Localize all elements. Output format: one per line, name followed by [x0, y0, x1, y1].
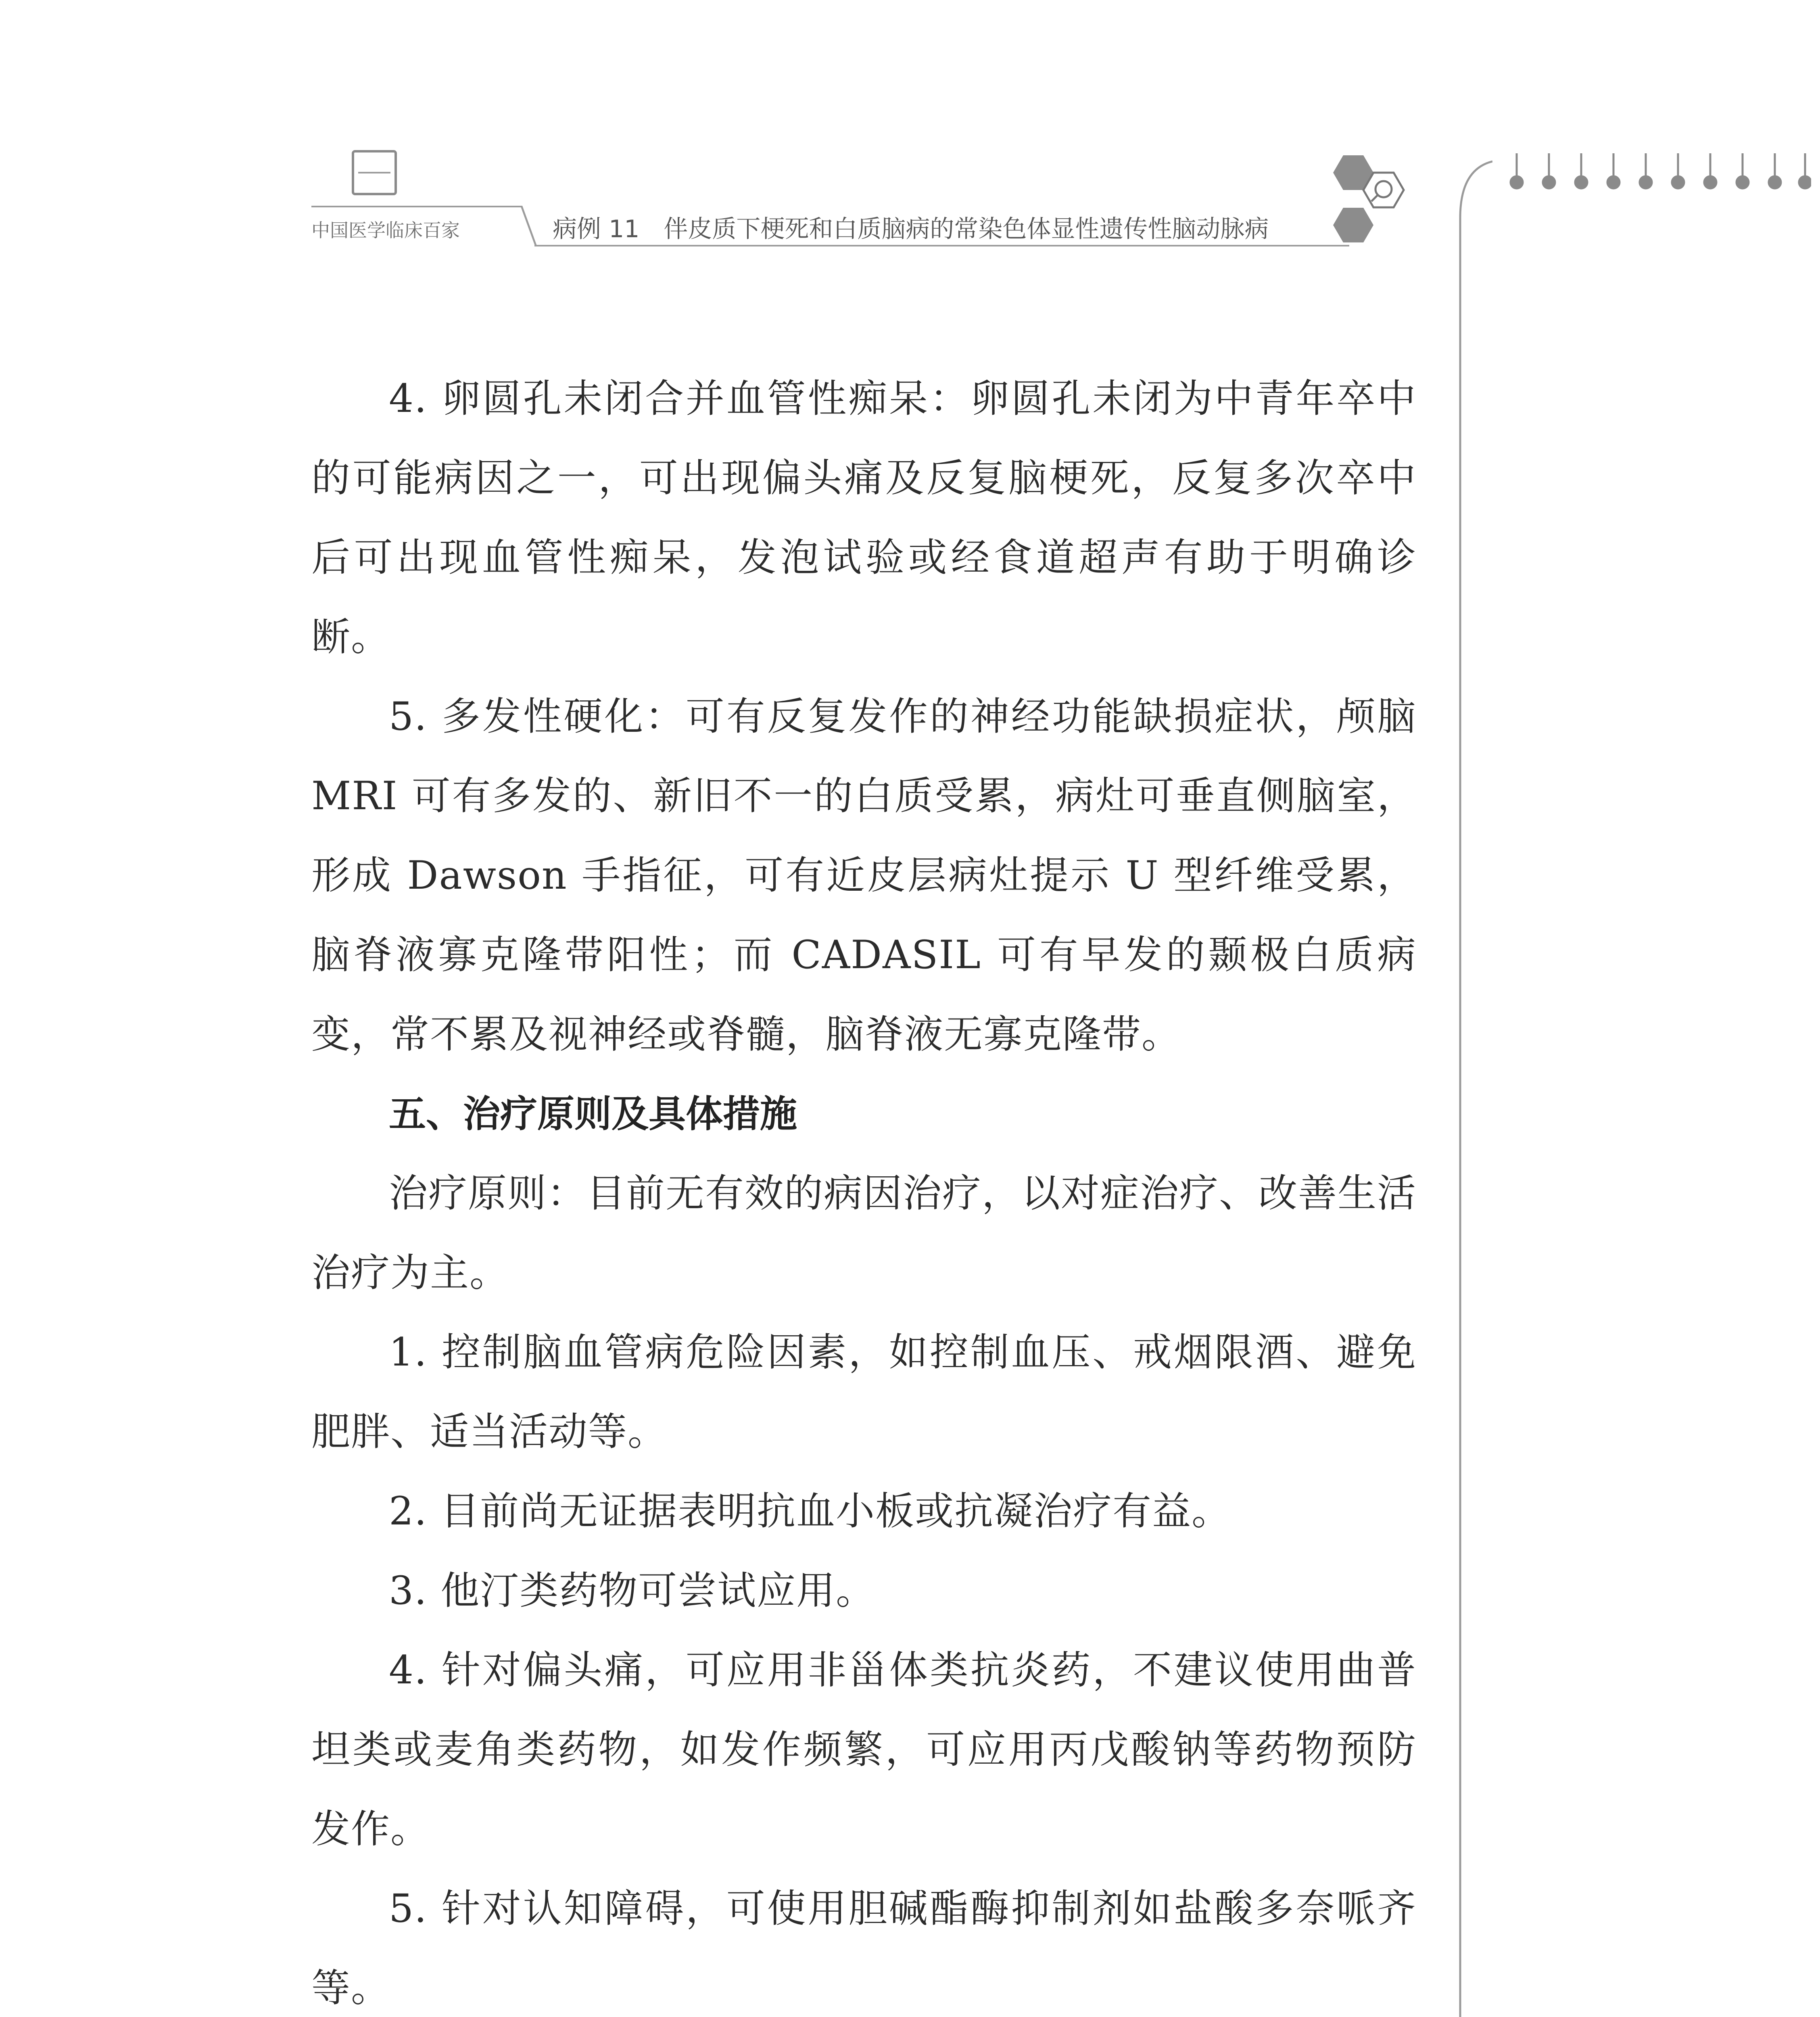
treatment-item: 3. 他汀类药物可尝试应用。 [389, 1568, 876, 1613]
treatment-item: 1. 控制脑血管病危险因素，如控制血压、戒烟限酒、避免肥胖、适当活动等。 [311, 1330, 1417, 1454]
header-divider-left [311, 206, 521, 207]
treatment-principle: 治疗原则：目前无有效的病因治疗，以对症治疗、改善生活治疗为主。 [311, 1171, 1417, 1295]
page-body [311, 359, 1417, 2017]
header-divider-slant [520, 206, 537, 246]
case-title: 病例 11 伴皮质下梗死和白质脑病的常染色体显性遗传性脑动脉病 [553, 215, 1269, 243]
series-name: 中国医学临床百家 [311, 219, 460, 241]
notes-margin-line [1444, 153, 1492, 2017]
section-heading-treatment: 五、治疗原则及具体措施 [389, 1092, 797, 1136]
treatment-item: 5. 针对认知障碍，可使用胆碱酯酶抑制剂如盐酸多奈哌齐等。 [311, 1886, 1417, 2011]
treatment-item: 2. 目前尚无证据表明抗血小板或抗凝治疗有益。 [389, 1489, 1231, 1534]
header-divider-bottom [534, 245, 1349, 246]
binding-rings-icon [1505, 149, 1811, 198]
treatment-item: 4. 针对偏头痛，可应用非甾体类抗炎药，不建议使用曲普坦类或麦角类药物，如发作频繁，可应用丙戊酸钠等药物预防发作。 [311, 1647, 1417, 1852]
hexagon-decoration-icon [1303, 147, 1424, 268]
paragraph-pfo: 4. 卵圆孔未闭合并血管性痴呆：卵圆孔未闭为中青年卒中的可能病因之一，可出现偏头痛及反复脑梗死，反复多次卒中后可出现血管性痴呆，发泡试验或经食道超声有助于明确诊断。 [311, 376, 1417, 660]
series-logo-icon [352, 150, 397, 195]
paragraph-ms: 5. 多发性硬化：可有反复发作的神经功能缺损症状，颅脑 MRI 可有多发的、新旧不一的白质受累，病灶可垂直侧脑室，形成 Dawson 手指征，可有近皮层病灶提示 U 型纤维受累，脑脊液寡克隆带阳性；而 CADASIL 可有早发的颞极白质病变，常不累及视神经或脊髓，脑脊液无寡克隆带。 [311, 694, 1417, 1057]
